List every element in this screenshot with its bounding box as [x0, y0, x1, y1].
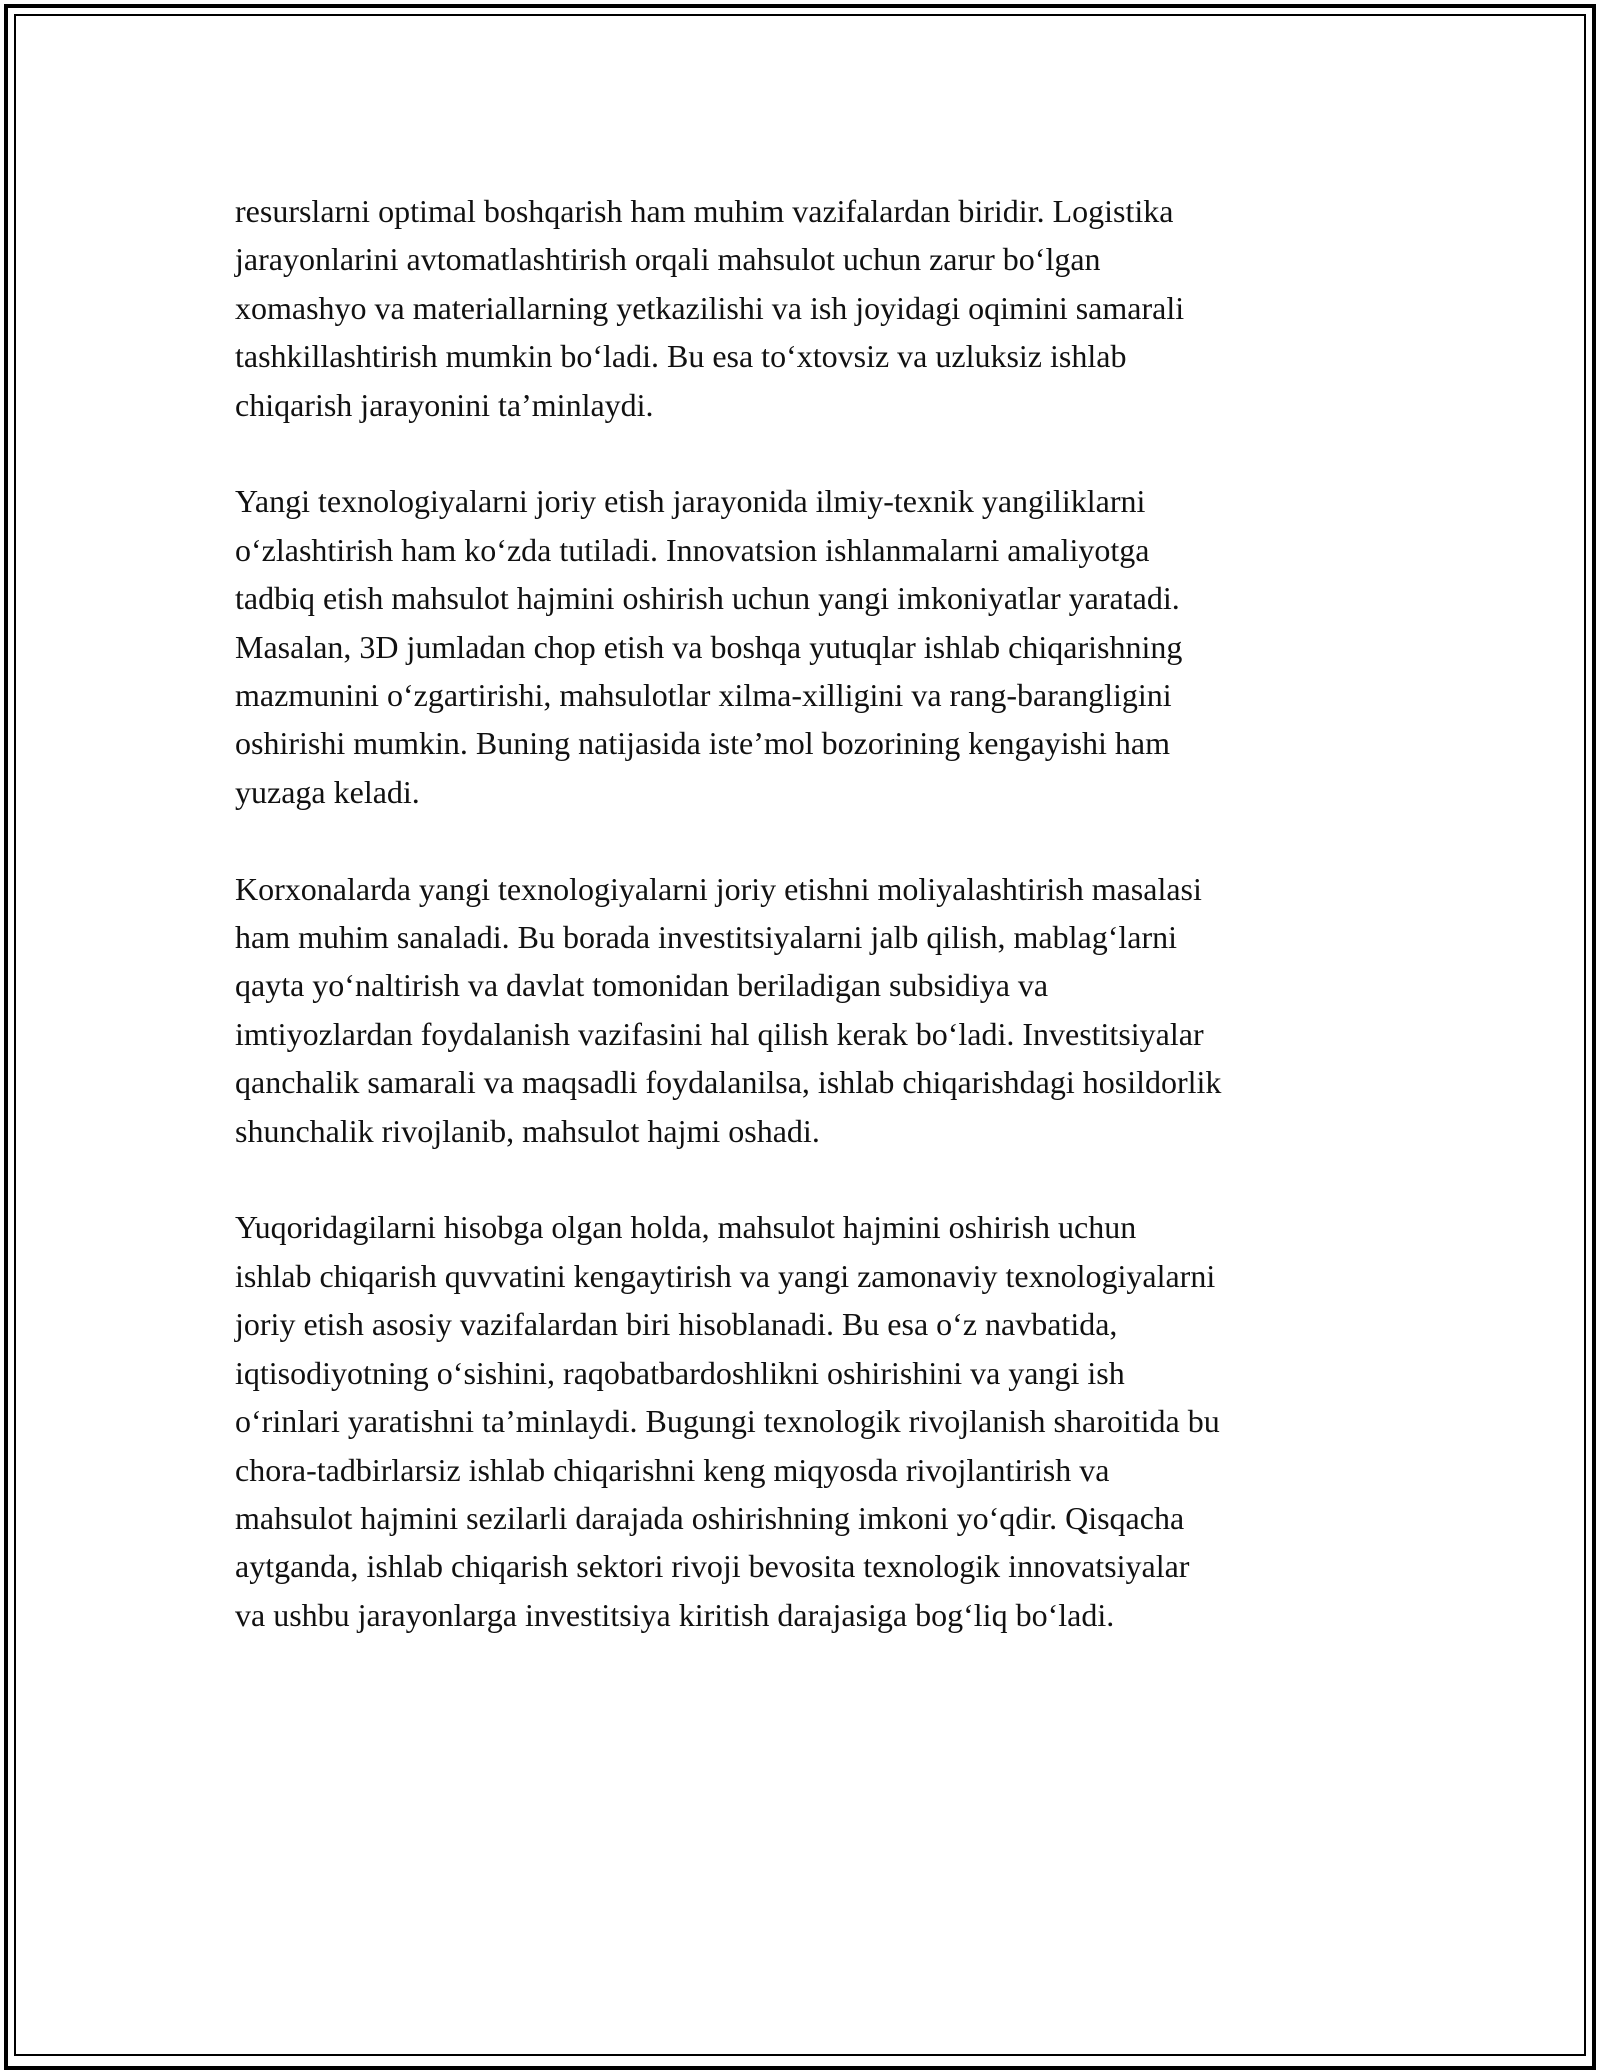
text-line: shunchalik rivojlanib, mahsulot hajmi oshadi.: [235, 1112, 820, 1149]
text-line: oshirishi mumkin. Buning natijasida iste’mol bozorining kengayishi ham: [235, 725, 1171, 762]
text-line: mazmunini o‘zgartirishi, mahsulotlar xilma-xilligini va rang-barangligini: [235, 677, 1172, 714]
text-line: chora-tadbirlarsiz ishlab chiqarishni keng miqyosda rivojlantirish va: [235, 1451, 1110, 1488]
text-line: va ushbu jarayonlarga investitsiya kiritish darajasiga bog‘liq bo‘ladi.: [235, 1596, 1115, 1633]
text-line: iqtisodiyotning o‘sishini, raqobatbardoshlikni oshirishini va yangi ish: [235, 1354, 1125, 1391]
text-line: joriy etish asosiy vazifalardan biri hisoblanadi. Bu esa o‘z navbatida,: [235, 1306, 1118, 1343]
text-line: qanchalik samarali va maqsadli foydalanilsa, ishlab chiqarishdagi hosildorlik: [235, 1064, 1222, 1101]
text-line: o‘rinlari yaratishni ta’minlaydi. Bugungi texnologik rivojlanish sharoitida bu: [235, 1403, 1220, 1440]
text-line: Yuqoridagilarni hisobga olgan holda, mahsulot hajmini oshirish uchun: [235, 1209, 1137, 1246]
text-line: tadbiq etish mahsulot hajmini oshirish uchun yangi imkoniyatlar yaratadi.: [235, 580, 1180, 617]
text-line: chiqarish jarayonini ta’minlaydi.: [235, 386, 654, 423]
text-line: ishlab chiqarish quvvatini kengaytirish va yangi zamonaviy texnologiyalarni: [235, 1257, 1216, 1294]
document-body: [235, 187, 1385, 1688]
paragraph-financing: [235, 865, 1385, 1155]
text-line: yuzaga keladi.: [235, 773, 420, 810]
text-line: aytganda, ishlab chiqarish sektori rivoji bevosita texnologik innovatsiyalar: [235, 1548, 1190, 1585]
text-line: resurslarni optimal boshqarish ham muhim vazifalardan biridir. Logistika: [235, 193, 1174, 229]
text-line: tashkillashtirish mumkin bo‘ladi. Bu esa to‘xtovsiz va uzluksiz ishlab: [235, 338, 1127, 375]
text-line: qayta yo‘naltirish va davlat tomonidan beriladigan subsidiya va: [235, 967, 1049, 1004]
text-line: mahsulot hajmini sezilarli darajada oshirishning imkoni yo‘qdir. Qisqacha: [235, 1499, 1185, 1536]
text-line: Korxonalarda yangi texnologiyalarni joriy etishni moliyalashtirish masalasi: [235, 870, 1202, 907]
text-line: imtiyozlardan foydalanish vazifasini hal qilish kerak bo‘ladi. Investitsiyalar: [235, 1015, 1204, 1052]
text-line: jarayonlarini avtomatlashtirish orqali mahsulot uchun zarur bo‘lgan: [235, 241, 1101, 278]
paragraph-innovation: [235, 477, 1385, 816]
paragraph-conclusion: [235, 1203, 1385, 1639]
text-line: Masalan, 3D jumladan chop etish va boshqa yutuqlar ishlab chiqarishning: [235, 628, 1183, 665]
text-line: xomashyo va materiallarning yetkazilishi va ish joyidagi oqimini samarali: [235, 289, 1185, 326]
paragraph-logistics: [235, 187, 1385, 429]
text-line: o‘zlashtirish ham ko‘zda tutiladi. Innovatsion ishlanmalarni amaliyotga: [235, 531, 1150, 568]
text-line: ham muhim sanaladi. Bu borada investitsiyalarni jalb qilish, mablag‘larni: [235, 919, 1178, 956]
text-line: Yangi texnologiyalarni joriy etish jarayonida ilmiy-texnik yangiliklarni: [235, 483, 1146, 520]
